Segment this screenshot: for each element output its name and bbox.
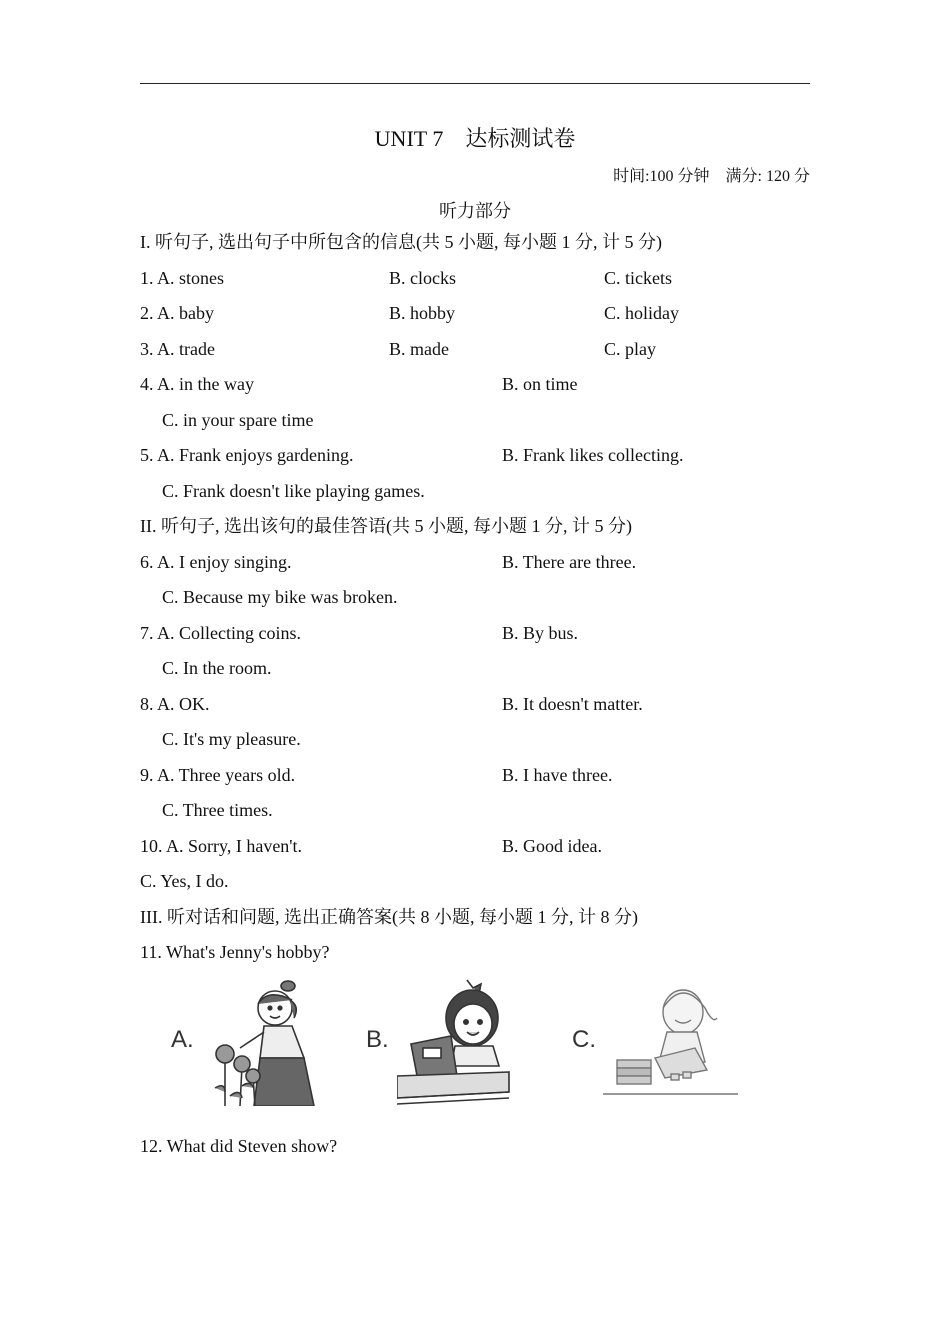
girl-collecting-stamps-illustration <box>603 982 738 1098</box>
q10-option-a: 10. A. Sorry, I haven't. <box>140 836 303 856</box>
section-title: 听力部分 <box>439 201 511 221</box>
girl-gardening-illustration <box>200 978 325 1106</box>
part1-heading: I. 听句子, 选出句子中所包含的信息(共 5 小题, 每小题 1 分, 计 5 分) <box>140 232 662 252</box>
q9-option-b: B. I have three. <box>502 765 613 785</box>
q4-option-c: C. in your spare time <box>162 410 314 430</box>
q9-option-a: 9. A. Three years old. <box>140 765 296 785</box>
q8-option-c: C. It's my pleasure. <box>162 729 301 749</box>
q4-option-a: 4. A. in the way <box>140 374 254 394</box>
page-title: UNIT 7 达标测试卷 <box>374 126 576 151</box>
q5-option-a: 5. A. Frank enjoys gardening. <box>140 445 354 465</box>
q8-option-a: 8. A. OK. <box>140 694 210 714</box>
q11-question: 11. What's Jenny's hobby? <box>140 942 330 962</box>
exam-meta: 时间:100 分钟 满分: 120 分 <box>613 168 810 185</box>
q7-option-c: C. In the room. <box>162 658 272 678</box>
q11-label-c: C. <box>572 1026 596 1053</box>
q2-option-b: B. hobby <box>389 303 456 323</box>
q5-option-b: B. Frank likes collecting. <box>502 445 684 465</box>
girl-reading-illustration <box>397 976 512 1106</box>
q1-option-a: 1. A. stones <box>140 268 225 288</box>
q2-option-c: C. holiday <box>604 303 679 323</box>
q1-option-b: B. clocks <box>389 268 456 288</box>
q10-option-b: B. Good idea. <box>502 836 602 856</box>
q12-question: 12. What did Steven show? <box>140 1136 338 1156</box>
q6-option-c: C. Because my bike was broken. <box>162 587 398 607</box>
q6-option-a: 6. A. I enjoy singing. <box>140 552 292 572</box>
q2-option-a: 2. A. baby <box>140 303 214 323</box>
header-rule <box>140 83 810 84</box>
part3-heading: III. 听对话和问题, 选出正确答案(共 8 小题, 每小题 1 分, 计 8 分) <box>140 907 638 927</box>
q1-option-c: C. tickets <box>604 268 672 288</box>
q6-option-b: B. There are three. <box>502 552 637 572</box>
q5-option-c: C. Frank doesn't like playing games. <box>162 481 425 501</box>
part2-heading: II. 听句子, 选出该句的最佳答语(共 5 小题, 每小题 1 分, 计 5 分) <box>140 516 632 536</box>
q11-label-a: A. <box>171 1026 194 1053</box>
q3-option-b: B. made <box>389 339 449 359</box>
q11-label-b: B. <box>366 1026 389 1053</box>
q7-option-a: 7. A. Collecting coins. <box>140 623 301 643</box>
q9-option-c: C. Three times. <box>162 800 273 820</box>
q7-option-b: B. By bus. <box>502 623 579 643</box>
q3-option-c: C. play <box>604 339 656 359</box>
q4-option-b: B. on time <box>502 374 578 394</box>
q3-option-a: 3. A. trade <box>140 339 215 359</box>
q10-option-c: C. Yes, I do. <box>140 871 229 891</box>
q8-option-b: B. It doesn't matter. <box>502 694 643 714</box>
